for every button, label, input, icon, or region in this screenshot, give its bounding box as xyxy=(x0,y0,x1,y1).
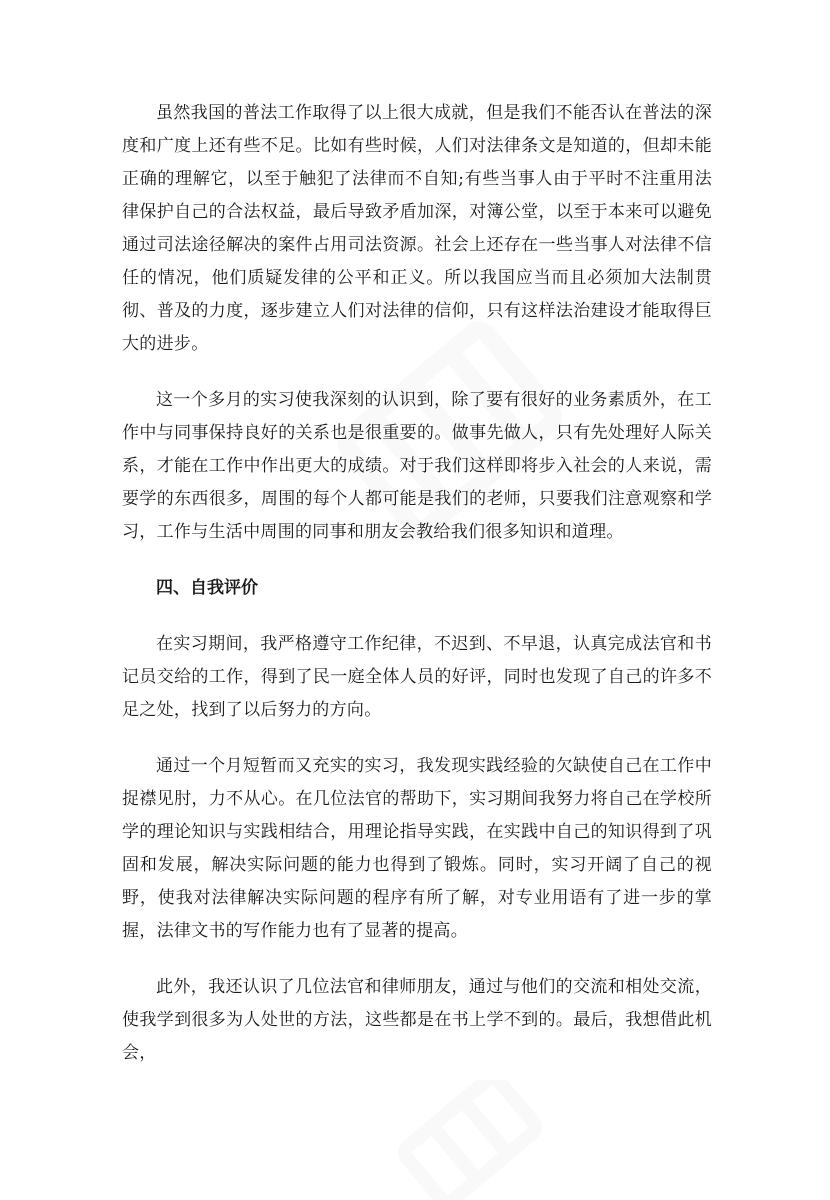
section-heading-self-evaluation: 四、自我评价 xyxy=(156,578,258,598)
document-body xyxy=(122,97,712,1093)
paragraph-practice-experience: 通过一个月短暂而又充实的实习，我发现实践经验的欠缺使自己在工作中捉襟见肘，力不从心。在几位法官的帮助下，实习期间我努力将自己在学校所学的理论知识与实践相结合，用理论指导实践，在实践中自己的知识得到了巩固和发展，解决实际问题的能力也得到了锻炼。同时，实习开阔了自己的视野，使我对法律解决实际问题的程序有所了解，对专业用语有了进一步的掌握，法律文书的写作能力也有了显著的提高。 xyxy=(122,756,712,941)
paragraph-workplace-relations: 这一个多月的实习使我深刻的认识到，除了要有很好的业务素质外，在工作中与同事保持良好的关系也是很重要的。做事先做人，只有先处理好人际关系，才能在工作中作出更大的成绩。对于我们这样即将步入社会的人来说，需要学的东西很多，周围的每个人都可能是我们的老师，只要我们注意观察和学习，工作与生活中周围的同事和朋友会教给我们很多知识和道理。 xyxy=(122,390,712,542)
paragraph-work-discipline: 在实习期间，我严格遵守工作纪律，不迟到、不早退，认真完成法官和书记员交给的工作，得到了民一庭全体人员的好评，同时也发现了自己的许多不足之处，找到了以后努力的方向。 xyxy=(122,634,712,720)
watermark-logo-bottom xyxy=(380,1080,560,1200)
paragraph-friends-and-thanks: 此外，我还认识了几位法官和律师朋友，通过与他们的交流和相处交流，使我学到很多为人处世的方法，这些都是在书上学不到的。最后，我想借此机会， xyxy=(122,977,712,1063)
paragraph-legal-awareness: 虽然我国的普法工作取得了以上很大成就，但是我们不能否认在普法的深度和广度上还有些不足。比如有些时候，人们对法律条文是知道的，但却未能正确的理解它，以至于触犯了法律而不自知;有些当事人由于平时不注重用法律保护自己的合法权益，最后导致矛盾加深，对簿公堂，以至于本来可以避免通过司法途径解决的案件占用司法资源。社会上还存在一些当事人对法律不信任的情况，他们质疑发律的公平和正义。所以我国应当而且必须加大法制贯彻、普及的力度，逐步建立人们对法律的信仰，只有这样法治建设才能取得巨大的进步。 xyxy=(122,103,712,354)
